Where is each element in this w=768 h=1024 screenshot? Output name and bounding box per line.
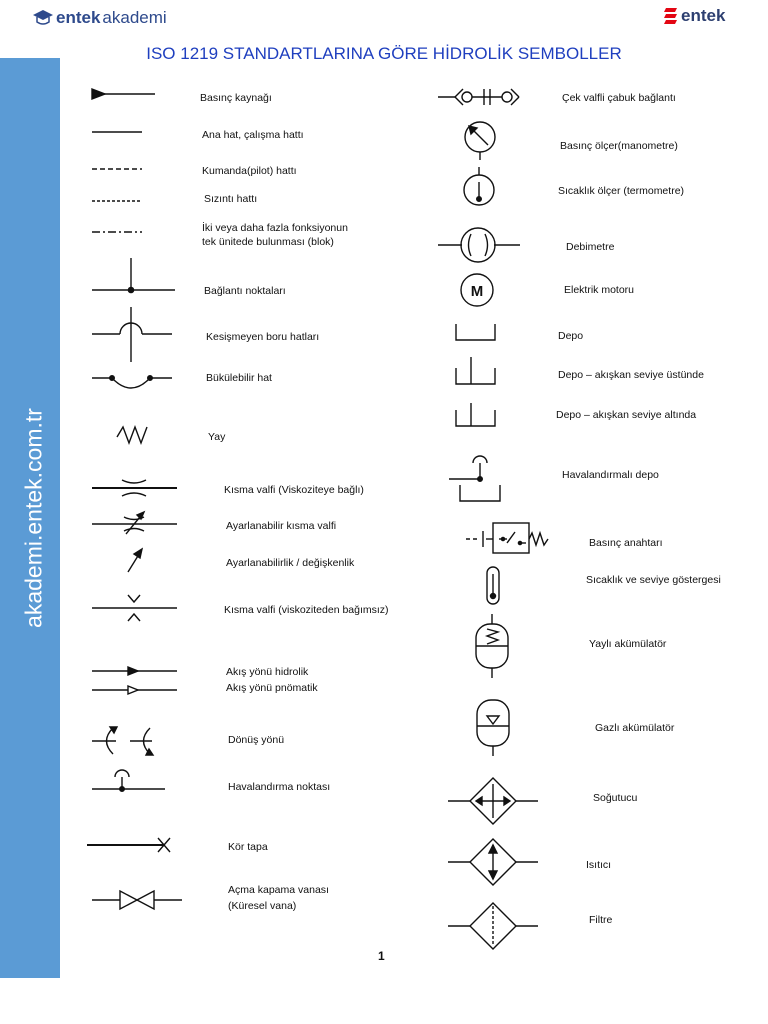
label-tank: Depo	[558, 330, 584, 342]
logo-word-entek: entek	[681, 6, 726, 25]
label-rotation-direction: Dönüş yönü	[228, 734, 285, 746]
crossing-lines-symbol	[92, 307, 172, 362]
label-vented-tank: Havalandırmalı depo	[562, 469, 659, 481]
label-quick-coupling: Çek valfli çabuk bağlantı	[562, 92, 676, 104]
throttle-independent-symbol	[92, 595, 177, 621]
label-cooler: Soğutucu	[593, 792, 638, 804]
tank-below-symbol	[456, 403, 495, 426]
shutoff-valve-symbol	[92, 891, 182, 909]
label-spring: Yay	[208, 431, 226, 443]
label-heater: Isıtıcı	[586, 859, 612, 871]
flowmeter-symbol	[438, 228, 520, 262]
label-connection-points: Bağlantı noktaları	[204, 285, 286, 297]
adjustability-arrow-symbol	[128, 549, 142, 572]
adjustable-throttle-symbol	[92, 512, 177, 534]
filter-symbol	[448, 903, 538, 949]
motor-letter: M	[470, 283, 484, 300]
label-adjustability: Ayarlanabilirlik / değişkenlik	[226, 557, 355, 569]
thermometer-symbol	[464, 167, 494, 205]
pressure-source-symbol	[92, 89, 155, 99]
flow-pneumatic-symbol	[92, 686, 177, 694]
label-tank-above: Depo – akışkan seviye üstünde	[558, 369, 704, 381]
label-thermometer: Sıcaklık ölçer (termometre)	[558, 185, 685, 197]
tank-above-symbol	[456, 357, 495, 384]
label-adjustable-throttle: Ayarlanabilir kısma valfi	[226, 520, 337, 532]
label-spring-accumulator: Yaylı akümülatör	[589, 638, 667, 650]
sidebar-url: akademi.entek.com.tr	[20, 408, 47, 628]
pressure-gauge-symbol	[465, 122, 495, 160]
heater-symbol	[448, 839, 538, 885]
logo-word-entek: entek	[56, 8, 101, 27]
label-leak-line: Sızıntı hattı	[204, 193, 258, 205]
temp-level-indicator-symbol	[487, 567, 499, 604]
label-shutoff-valve-1: Açma kapama vanası	[228, 884, 329, 896]
label-tank-below: Depo – akışkan seviye altında	[556, 409, 697, 421]
label-vent-point: Havalandırma noktası	[228, 781, 331, 793]
label-pilot-line: Kumanda(pilot) hattı	[202, 165, 297, 177]
label-block-line2: tek ünitede bulunması (blok)	[202, 236, 334, 248]
label-pressure-source: Basınç kaynağı	[200, 92, 272, 104]
label-shutoff-valve-2: (Küresel vana)	[228, 900, 297, 912]
rotation-direction-symbol	[92, 727, 153, 755]
label-temp-level-indicator: Sıcaklık ve seviye göstergesi	[586, 574, 721, 586]
tank-symbol	[456, 324, 495, 340]
throttle-viscosity-symbol	[92, 480, 177, 496]
label-main-line: Ana hat, çalışma hattı	[202, 129, 304, 141]
spring-symbol	[117, 427, 147, 443]
page-title: ISO 1219 STANDARTLARINA GÖRE HİDROLİK SEMBOLLER	[146, 44, 622, 63]
label-gas-accumulator: Gazlı akümülatör	[595, 722, 675, 734]
blind-plug-symbol	[87, 838, 170, 852]
label-flow-pneumatic: Akış yönü pnömatik	[226, 682, 318, 694]
cooler-symbol	[448, 778, 538, 824]
label-pressure-gauge: Basınç ölçer(manometre)	[560, 140, 678, 152]
label-block-line1: İki veya daha fazla fonksiyonun	[202, 222, 348, 234]
quick-coupling-symbol	[438, 89, 519, 105]
label-crossing-lines: Kesişmeyen boru hatları	[206, 331, 320, 343]
logo-word-akademi: akademi	[102, 8, 167, 27]
label-filter: Filtre	[589, 914, 613, 926]
label-blind-plug: Kör tapa	[228, 841, 268, 853]
label-flow-hydraulic: Akış yönü hidrolik	[226, 666, 309, 678]
label-throttle-independent: Kısma valfi (viskoziteden bağımsız)	[224, 604, 389, 616]
page-number: 1	[378, 949, 385, 963]
flexible-line-symbol	[92, 376, 172, 388]
label-flowmeter: Debimetre	[566, 241, 615, 253]
connection-points-symbol	[92, 258, 175, 293]
spring-accumulator-symbol	[476, 614, 508, 678]
electric-motor-symbol	[461, 274, 493, 306]
label-pressure-switch: Basınç anahtarı	[589, 537, 663, 549]
vented-tank-symbol	[449, 456, 500, 501]
vent-point-symbol	[92, 770, 165, 791]
pressure-switch-symbol	[466, 523, 548, 553]
gas-accumulator-symbol	[477, 700, 509, 756]
label-flexible-line: Bükülebilir hat	[206, 372, 272, 384]
flow-hydraulic-symbol	[92, 667, 177, 675]
label-throttle-viscosity: Kısma valfi (Viskoziteye bağlı)	[224, 484, 364, 496]
label-electric-motor: Elektrik motoru	[564, 284, 635, 296]
